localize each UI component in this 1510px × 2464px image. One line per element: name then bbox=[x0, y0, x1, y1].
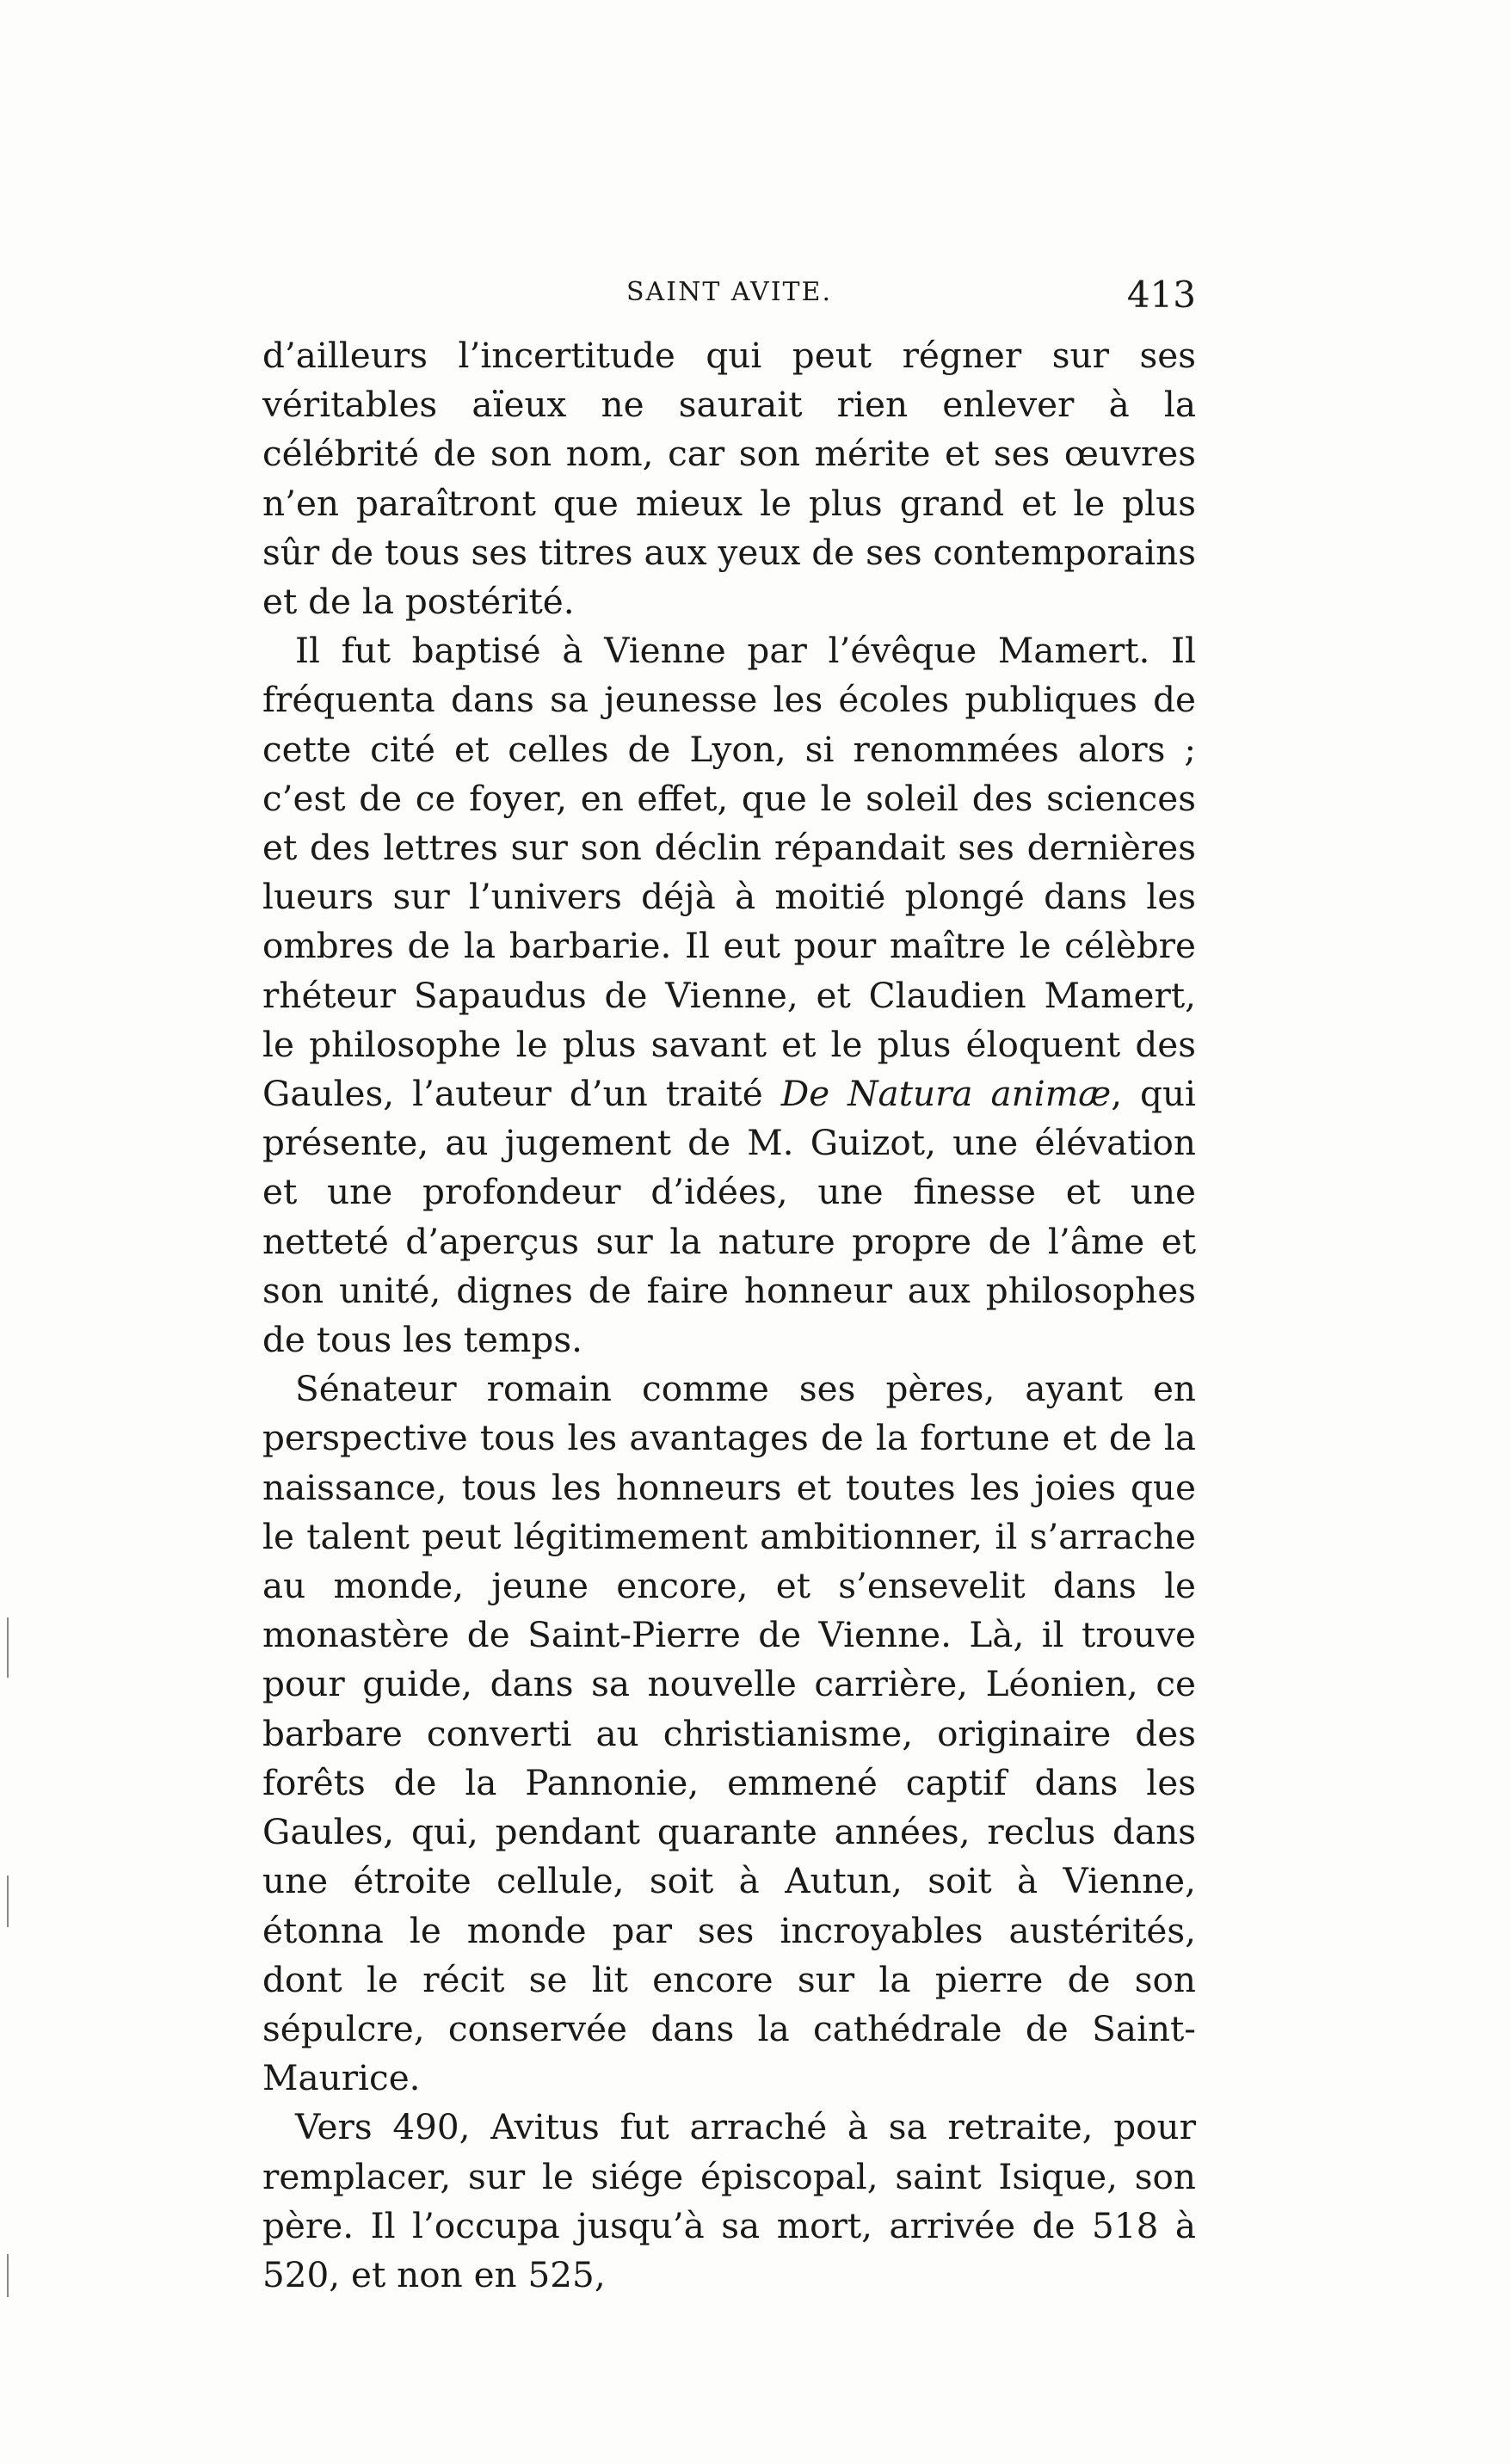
binding-edge-mark bbox=[7, 1617, 9, 1678]
page-number: 413 bbox=[1126, 274, 1196, 316]
binding-edge-mark bbox=[7, 1876, 9, 1927]
body-text bbox=[262, 331, 1196, 2300]
binding-edge-mark bbox=[7, 2254, 9, 2297]
paragraph-senator: Sénateur romain comme ses pères, ayant en perspective tous les avantages de la fortune et de la naissance, tous les honneurs et toutes les joies que le talent peut légitimement ambitionner, il s’arrache au monde, jeune encore, et s’ensevelit dans le monastère de Saint-Pierre de Vienne. Là, il trouve pour guide, dans sa nouvelle carrière, Léonien, ce barbare converti au christianisme, originaire des forêts de la Pannonie, emmené captif dans les Gaules, qui, pendant quarante années, reclus dans une étroite cellule, soit à Autun, soit à Vienne, étonna le monde par ses incroyables austérités, dont le récit se lit encore sur la pierre de son sépulcre, conservée dans la cathédrale de Saint-Maurice. bbox=[262, 1368, 1196, 2099]
paragraph-baptism bbox=[262, 626, 1196, 1364]
paragraph-text: Il fut baptisé à Vienne par l’évêque Mamert. Il fréquenta dans sa jeunesse les écoles publiques de cette cité et celles de Lyon, si renommées alors ; c’est de ce foyer, en effet, que le soleil des sciences et des lettres sur son déclin répandait ses dernières lueurs sur l’univers déjà à moitié plongé dans les ombres de la barbarie. Il eut pour maître le célèbre rhéteur Sapaudus de Vienne, et Claudien Mamert, le philosophe le plus savant et le plus éloquent des Gaules, l’auteur d’un traité bbox=[262, 630, 1196, 1115]
paragraph-bishopric: Vers 490, Avitus fut arraché à sa retraite, pour remplacer, sur le siége épiscopal, saint Isique, son père. Il l’occupa jusqu’à sa mort, arrivée de 518 à 520, et non en 525, bbox=[262, 2106, 1196, 2295]
paragraph-text: , qui présente, au jugement de M. Guizot, une élévation et une profondeur d’idées, une finesse et une netteté d’aperçus sur la nature propre de l’âme et son unité, dignes de faire honneur aux philosophes de tous les temps. bbox=[262, 1073, 1197, 1361]
italic-title: De Natura animæ bbox=[780, 1073, 1112, 1115]
running-title: SAINT AVITE. bbox=[626, 277, 832, 307]
paragraph-continuation: d’ailleurs l’incertitude qui peut régner sur ses véritables aïeux ne saurait rien enlever à la célébrité de son nom, car son mérite et ses œuvres n’en paraîtront que mieux le plus grand et le plus sûr de tous ses titres aux yeux de ses contemporains et de la postérité. bbox=[262, 335, 1196, 623]
running-head bbox=[262, 274, 1196, 317]
